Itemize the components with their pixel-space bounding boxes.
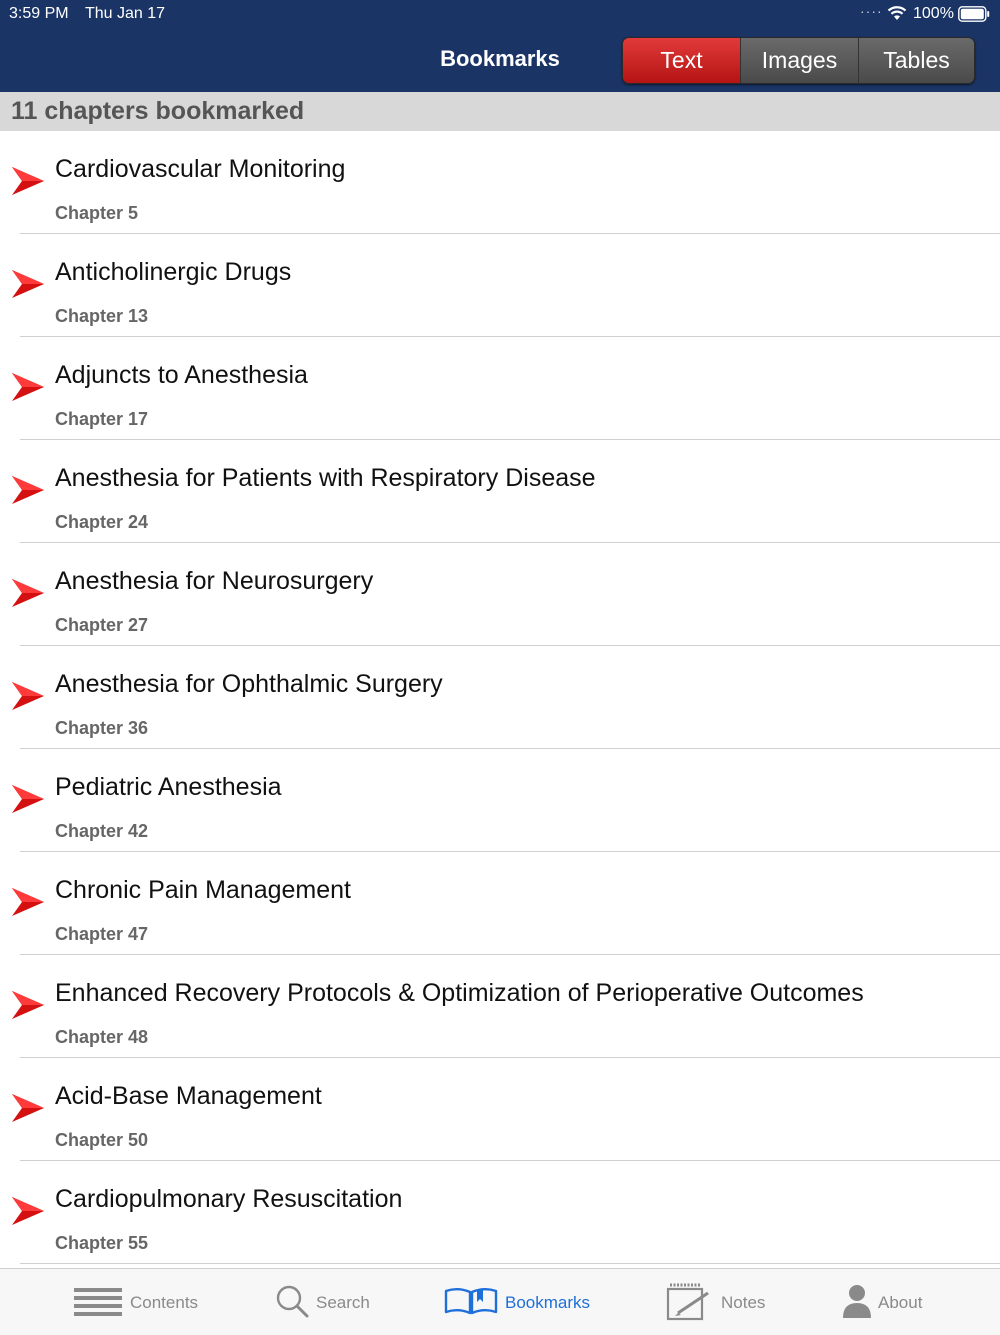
bookmark-count-header bbox=[0, 92, 1000, 131]
bookmark-row[interactable] bbox=[0, 1161, 1000, 1264]
red-arrow-icon bbox=[12, 1094, 44, 1122]
bookmark-title: Anesthesia for Patients with Respiratory Disease bbox=[55, 464, 596, 492]
bookmark-chapter: Chapter 42 bbox=[55, 821, 149, 841]
tab-search[interactable] bbox=[272, 1269, 392, 1335]
segment-text[interactable]: Text bbox=[623, 38, 740, 83]
tab-bookmarks-label: Bookmarks bbox=[505, 1293, 591, 1312]
tab-notes-label: Notes bbox=[721, 1293, 766, 1312]
tab-contents[interactable] bbox=[70, 1269, 220, 1335]
wifi-icon bbox=[887, 5, 907, 21]
bookmark-title: Acid-Base Management bbox=[55, 1082, 322, 1110]
bookmark-row[interactable] bbox=[0, 543, 1000, 646]
bookmark-chapter: Chapter 13 bbox=[55, 306, 149, 326]
page-title: Bookmarks bbox=[440, 46, 560, 71]
bookmark-title: Pediatric Anesthesia bbox=[55, 773, 282, 801]
bookmark-title: Enhanced Recovery Protocols & Optimization of Perioperative Outcomes bbox=[55, 979, 864, 1007]
segment-images[interactable]: Images bbox=[740, 38, 858, 83]
red-arrow-icon bbox=[12, 373, 44, 401]
search-icon bbox=[274, 1283, 310, 1319]
bookmark-chapter: Chapter 55 bbox=[55, 1233, 149, 1253]
bookmark-title: Anticholinergic Drugs bbox=[55, 258, 292, 286]
bookmark-row[interactable] bbox=[0, 337, 1000, 440]
bookmark-row[interactable] bbox=[0, 749, 1000, 852]
bookmark-title: Anesthesia for Ophthalmic Surgery bbox=[55, 670, 443, 698]
person-icon bbox=[842, 1283, 872, 1319]
tab-about[interactable] bbox=[840, 1269, 950, 1335]
bookmark-row[interactable] bbox=[0, 852, 1000, 955]
bookmark-chapter: Chapter 24 bbox=[55, 512, 149, 532]
bookmark-row[interactable] bbox=[0, 646, 1000, 749]
battery-icon bbox=[958, 6, 990, 22]
red-arrow-icon bbox=[12, 785, 44, 813]
bookmark-chapter: Chapter 50 bbox=[55, 1130, 149, 1150]
status-date: Thu Jan 17 bbox=[85, 5, 166, 22]
bookmark-row[interactable] bbox=[0, 1058, 1000, 1161]
bookmark-row[interactable] bbox=[0, 955, 1000, 1058]
bookmark-count-label: 11 chapters bookmarked bbox=[11, 97, 305, 125]
bookmark-row[interactable] bbox=[0, 440, 1000, 543]
bookmark-title: Anesthesia for Neurosurgery bbox=[55, 567, 374, 595]
red-arrow-icon bbox=[12, 682, 44, 710]
tab-about-label: About bbox=[878, 1293, 923, 1312]
red-arrow-icon bbox=[12, 476, 44, 504]
status-bar bbox=[0, 0, 1000, 28]
bookmark-title: Chronic Pain Management bbox=[55, 876, 351, 904]
bookmark-list bbox=[0, 131, 1000, 1264]
red-arrow-icon bbox=[12, 167, 44, 195]
bookmark-chapter: Chapter 5 bbox=[55, 203, 139, 223]
tab-bookmarks[interactable] bbox=[444, 1269, 604, 1335]
bookmark-chapter: Chapter 48 bbox=[55, 1027, 149, 1047]
cellular-dots: ···· bbox=[860, 3, 883, 19]
open-book-icon bbox=[444, 1287, 498, 1315]
red-arrow-icon bbox=[12, 270, 44, 298]
tab-search-label: Search bbox=[316, 1293, 370, 1312]
bookmark-title: Cardiopulmonary Resuscitation bbox=[55, 1185, 403, 1213]
tab-bar bbox=[0, 1268, 1000, 1335]
bookmark-title: Cardiovascular Monitoring bbox=[55, 155, 346, 183]
battery-percent: 100% bbox=[913, 5, 954, 22]
red-arrow-icon bbox=[12, 888, 44, 916]
bookmark-chapter: Chapter 36 bbox=[55, 718, 149, 738]
list-icon bbox=[74, 1286, 122, 1318]
red-arrow-icon bbox=[12, 579, 44, 607]
bookmark-row[interactable] bbox=[0, 131, 1000, 234]
status-time: 3:59 PM bbox=[9, 5, 69, 22]
bookmark-chapter: Chapter 17 bbox=[55, 409, 149, 429]
tab-contents-label: Contents bbox=[130, 1293, 199, 1312]
tab-notes[interactable] bbox=[664, 1269, 784, 1335]
notepad-icon bbox=[666, 1283, 712, 1321]
bookmark-row[interactable] bbox=[0, 234, 1000, 337]
segment-tables[interactable]: Tables bbox=[858, 38, 974, 83]
navigation-bar bbox=[0, 0, 1000, 92]
red-arrow-icon bbox=[12, 991, 44, 1019]
bookmark-title: Adjuncts to Anesthesia bbox=[55, 361, 308, 389]
bookmark-chapter: Chapter 47 bbox=[55, 924, 149, 944]
bookmark-chapter: Chapter 27 bbox=[55, 615, 149, 635]
red-arrow-icon bbox=[12, 1197, 44, 1225]
content-type-segmented-control bbox=[622, 37, 975, 84]
